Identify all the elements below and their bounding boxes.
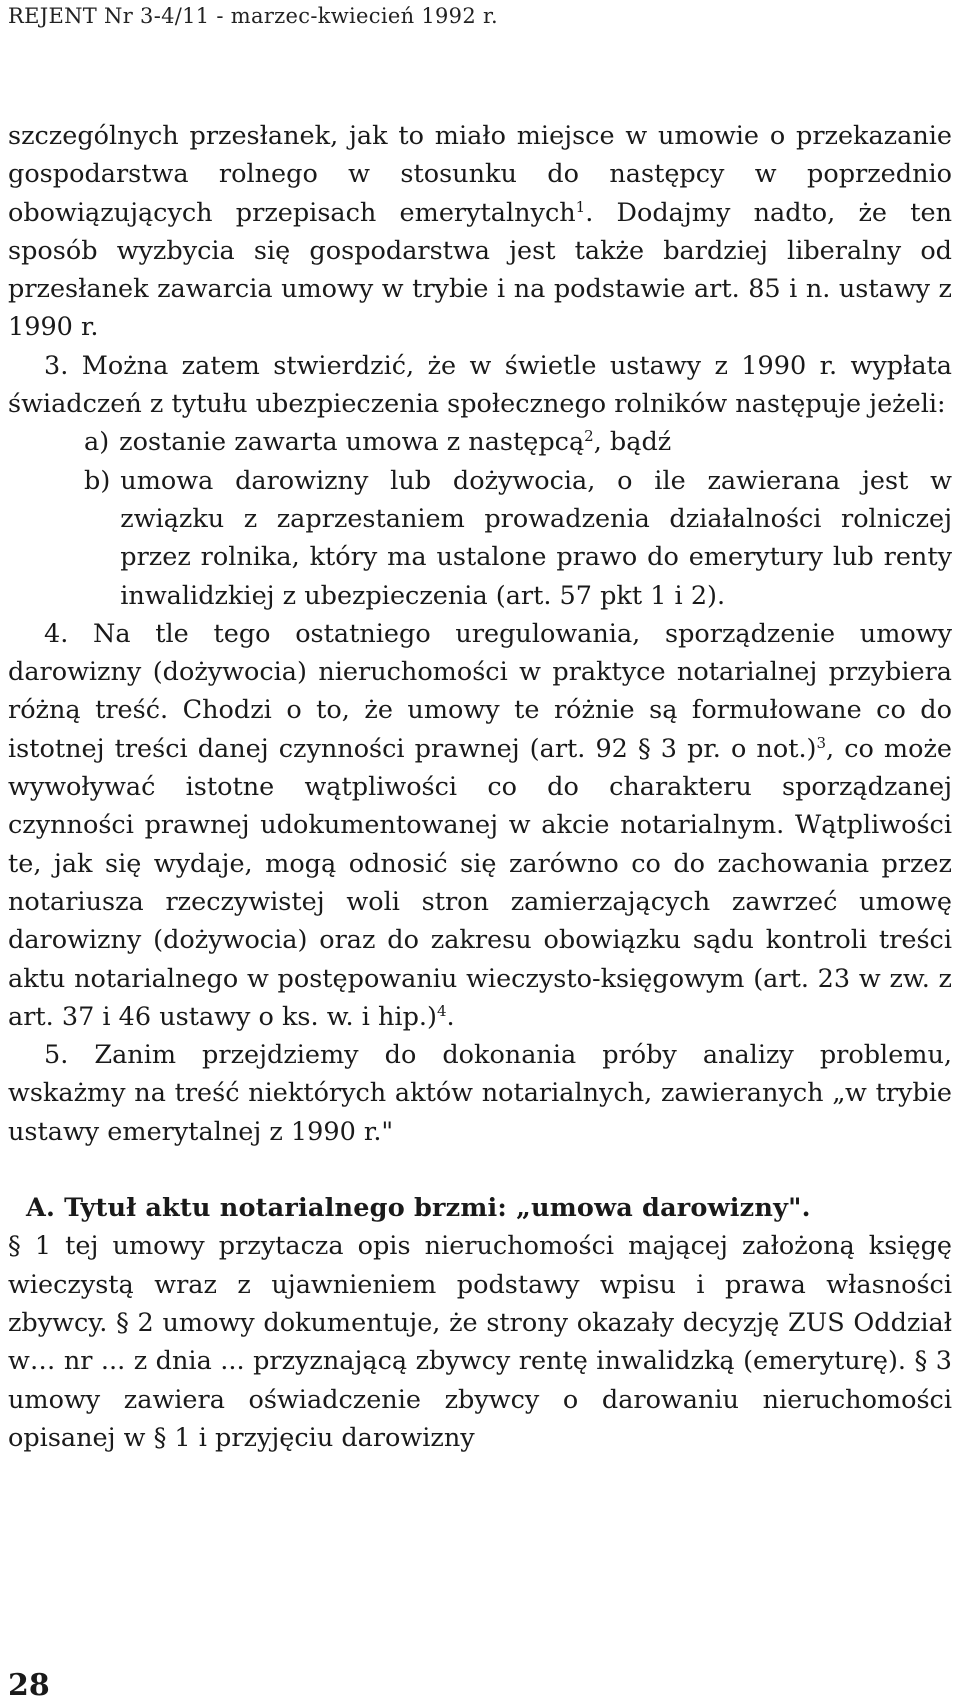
footnote-marker: 2 bbox=[584, 427, 594, 446]
paragraph-5: 5. Zanim przejdziemy do dokonania próby analizy problemu, wskażmy na treść niektórych aktów notarialnych, zawieranych „w trybie ustawy emerytalnej z 1990 r." bbox=[8, 1040, 952, 1147]
footnote-marker: 4 bbox=[436, 1001, 447, 1020]
paragraph-text: . Dodajmy nadto, że ten sposób wyzbycia się gospodarstwa jest także bardziej liberalny od przesłanek zawarcia umowy w trybie i na podstawie art. 85 i n. ustawy z 1990 r. bbox=[8, 197, 952, 343]
list-item-label: a) bbox=[84, 427, 110, 458]
list-item-text: umowa darowizny lub dożywocia, o ile zawierana jest w związku z zaprzestaniem prowadzenia działalności rolniczej przez rolnika, który ma ustalone prawo do emerytury lub renty inwalidzkiej z ubezpieczenia (art. 57 pkt 1 i 2). bbox=[120, 465, 952, 611]
list-item-a bbox=[8, 423, 952, 461]
section-a-text: § 1 tej umowy przytacza opis nieruchomości mającej założoną księgę wieczystą wraz z ujawnieniem podstawy wpisu i prawa własności zbywcy. § 2 umowy dokumentuje, że strony okazały decyzję ZUS Oddział w… nr ... z dnia ... przyznającą zbywcy rentę inwalidzką (emeryturę). § 3 umowy zawiera oświadczenie zbywcy o darowaniu nieruchomości opisanej w § 1 i przyjęciu darowizny bbox=[8, 1231, 952, 1453]
footnote-marker: 1 bbox=[575, 197, 586, 216]
paragraph-text: szczególnych przesłanek, jak to miało miejsce w umowie o przekazanie gospodarstwa rolnego w stosunku do następcy w poprzednio obowiązujących przepisach emerytalnych bbox=[8, 121, 952, 228]
paragraph-3: 3. Można zatem stwierdzić, że w świetle ustawy z 1990 r. wypłata świadczeń z tytułu ubezpieczenia społecznego rolników następuje jeżeli: bbox=[8, 350, 952, 420]
page-number: 28 bbox=[8, 1668, 50, 1703]
section-spacer bbox=[8, 1151, 952, 1189]
footnote-marker: 3 bbox=[816, 733, 827, 752]
paragraph-4: 4. Na tle tego ostatniego uregulowania, sporządzenie umowy darowizny (dożywocia) nieruchomości w praktyce notarialnej przybiera różną treść. Chodzi o to, że umowy te różnie są formułowane co do istotnej treści danej czynności prawnej (art. 92 § 3 pr. o not.)$^3$, co może wywoływać istotne wątpliwości co do charakteru sporządzanej czynności prawnej udokumentowanej w akcie notarialnym. Wątpliwości te, jak się wydaje, mogą odnosić się zarówno co do zachowania przez notariusza rzeczywistej woli stron zamierzających zawrzeć umowę darowizny (dożywocia) oraz do zakresu obowiązku sądu kontroli treści aktu notarialnego w postępowaniu wieczysto-księgowym (art. 23 w zw. z art. 37 i 46 ustawy o ks. w. i hip.)$^4$. bbox=[8, 618, 952, 1032]
running-header: REJENT Nr 3-4/11 - marzec-kwiecień 1992 r. bbox=[8, 4, 498, 28]
article-body bbox=[8, 117, 952, 1457]
paragraph-continuation bbox=[8, 117, 952, 347]
list-item-b bbox=[8, 462, 952, 615]
list-item-label: b) bbox=[84, 465, 111, 496]
section-heading-a: A. Tytuł aktu notarialnego brzmi: „umowa darowizny". bbox=[26, 1193, 811, 1224]
list-item-text: zostanie zawarta umowa z następcą$^2$, bądź bbox=[119, 427, 672, 458]
